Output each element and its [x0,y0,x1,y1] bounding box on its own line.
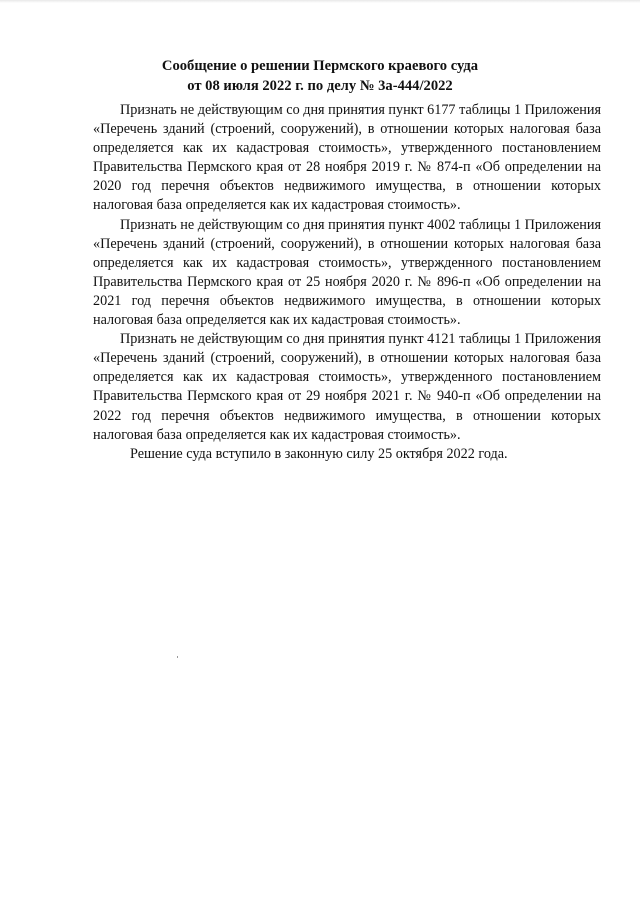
effective-date-line: Решение суда вступило в законную силу 25 октября 2022 года. [130,445,508,462]
document-body [93,101,601,464]
paragraph-1: Признать не действующим со дня принятия пункт 6177 таблицы 1 Приложения «Перечень зданий (строений, сооружений), в отношении которых налоговая база определяется как их кадастровая стоимость», утвержденного постановлением Правительства Пермского края от 28 ноября 2019 г. № 874-п «Об определении на 2020 год перечня объектов недвижимого имущества, в отношении которых налоговая база определяется как их кадастровая стоимость». [93,102,601,214]
paragraph-3: Признать не действующим со дня принятия пункт 4121 таблицы 1 Приложения «Перечень зданий (строений, сооружений), в отношении которых налоговая база определяется как их кадастровая стоимость», утвержденного постановлением Правительства Пермского края от 29 ноября 2021 г. № 940-п «Об определении на 2022 год перечня объектов недвижимого имущества, в отношении которых налоговая база определяется как их кадастровая стоимость». [93,331,601,443]
title-line-1: Сообщение о решении Пермского краевого суда [161,58,479,74]
paragraph-2: Признать не действующим со дня принятия пункт 4002 таблицы 1 Приложения «Перечень зданий (строений, сооружений), в отношении которых налоговая база определяется как их кадастровая стоимость», утвержденного постановлением Правительства Пермского края от 25 ноября 2020 г. № 896-п «Об определении на 2021 год перечня объектов недвижимого имущества, в отношении которых налоговая база определяется как их кадастровая стоимость». [93,216,601,329]
title-line-2: от 08 июля 2022 г. по делу № 3а-444/2022 [187,78,453,94]
document-title [60,56,580,96]
scan-edge [0,0,640,3]
scan-speck [177,656,178,658]
